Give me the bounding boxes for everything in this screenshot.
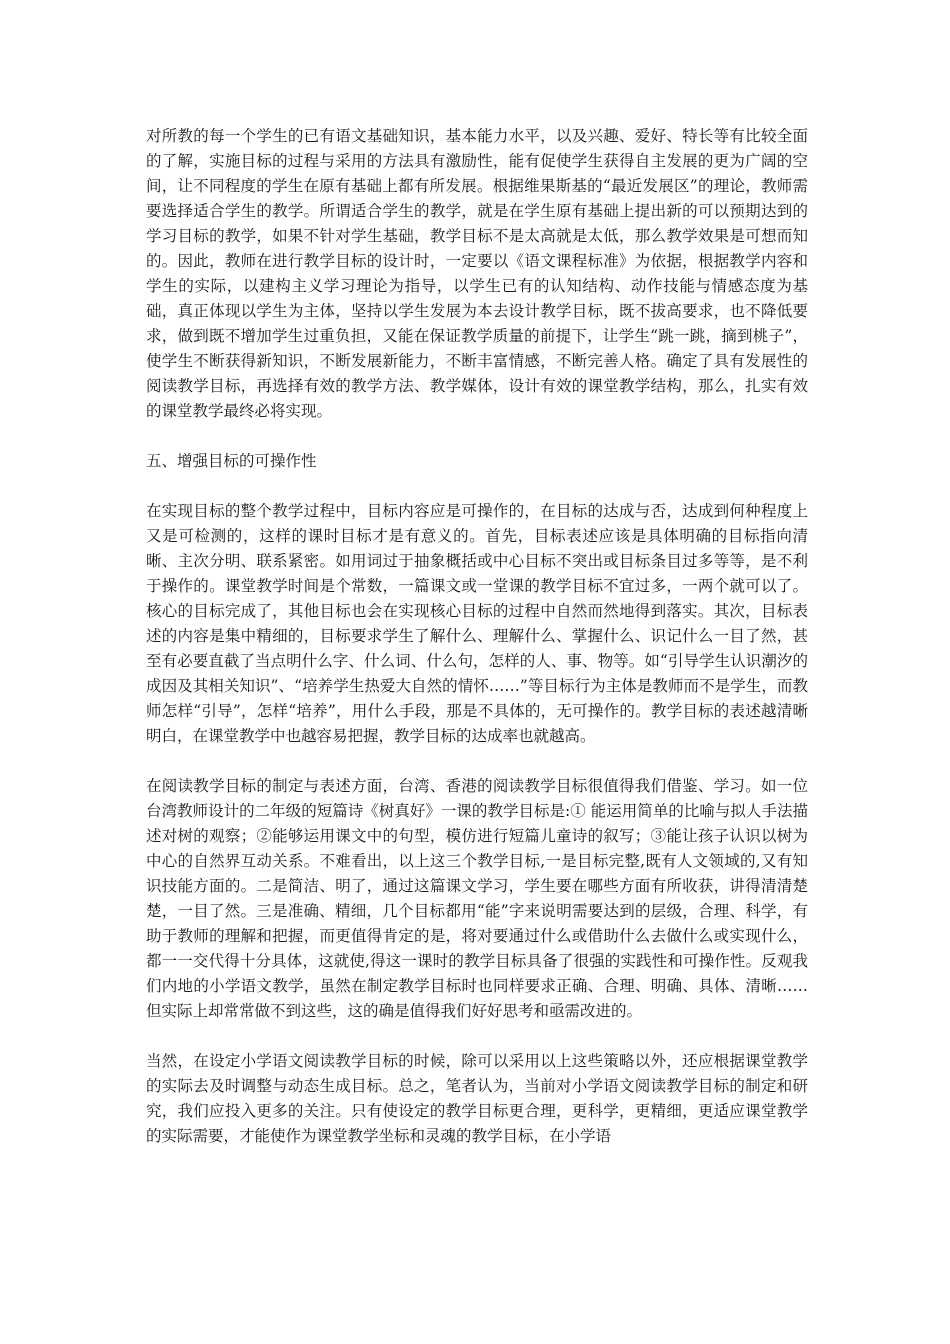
paragraph-2: 在实现目标的整个教学过程中，目标内容应是可操作的，在目标的达成与否，达成到何种程度上又是可检测的，这样的课时目标才是有意义的。首先，目标表述应该是具体明确的目标指向清晰、主次分明、联系紧密。如用词过于抽象概括或中心目标不突出或目标条目过多等等，是不利于操作的。课堂教学时间是个常数，一篇课文或一堂课的教学目标不宜过多，一两个就可以了。核心的目标完成了，其他目标也会在实现核心目标的过程中自然而然地得到落实。其次，目标表述的内容是集中精细的，目标要求学生了解什么、理解什么、掌握什么、识记什么一目了然，甚至有必要直截了当点明什么字、什么词、什么句，怎样的人、事、物等。如“引导学生认识潮汐的成因及其相关知识”、“培养学生热爱大自然的情怀……”等目标行为主体是教师而不是学生，而教师怎样“引导”，怎样“培养”，用什么手段，那是不具体的，无可操作的。教学目标的表述越清晰明白，在课堂教学中也越容易把握，教学目标的达成率也就越高。 — [146, 502, 808, 745]
paragraph-3: 在阅读教学目标的制定与表述方面，台湾、香港的阅读教学目标很值得我们借鉴、学习。如一位台湾教师设计的二年级的短篇诗《树真好》一课的教学目标是:① 能运用简单的比喻与拟人手法描述对树的观察；②能够运用课文中的句型，模仿进行短篇儿童诗的叙写；③能让孩子认识以树为中心的自然界互动关系。不难看出，以上这三个教学目标,一是目标完整,既有人文领域的,又有知识技能方面的。二是简洁、明了，通过这篇课文学习，学生要在哪些方面有所收获，讲得清清楚楚，一目了然。三是准确、精细，几个目标都用“能”字来说明需要达到的层级，合理、科学，有助于教师的理解和把握，而更值得肯定的是，将对要通过什么或借助什么去做什么或实现什么，都一一交代得十分具体，这就使,得这一课时的教学目标具备了很强的实践性和可操作性。反观我们内地的小学语文教学，虽然在制定教学目标时也同样要求正确、合理、明确、具体、清晰……但实际上却常常做不到这些，这的确是值得我们好好思考和亟需改进的。 — [146, 777, 808, 1020]
document-body — [146, 124, 808, 1174]
section-heading-5: 五、增强目标的可操作性 — [146, 452, 317, 470]
paragraph-1: 对所教的每一个学生的已有语文基础知识，基本能力水平，以及兴趣、爱好、特长等有比较全面的了解，实施目标的过程与采用的方法具有激励性，能有促使学生获得自主发展的更为广阔的空间，让不同程度的学生在原有基础上都有所发展。根据维果斯基的“最近发展区”的理论，教师需要选择适合学生的教学。所谓适合学生的教学，就是在学生原有基础上提出新的可以预期达到的学习目标的教学，如果不针对学生基础，教学目标不是太高就是太低，那么教学效果是可想而知的。因此，教师在进行教学目标的设计时，一定要以《语文课程标准》为依据，根据教学内容和学生的实际，以建构主义学习理论为指导，以学生已有的认知结构、动作技能与情感态度为基础，真正体现以学生为主体，坚持以学生发展为本去设计教学目标，既不拔高要求，也不降低要求，做到既不增加学生过重负担，又能在保证教学质量的前提下，让学生“跳一跳，摘到桃子”，使学生不断获得新知识，不断发展新能力，不断丰富情感，不断完善人格。确定了具有发展性的阅读教学目标，再选择有效的教学方法、教学媒体，设计有效的课堂教学结构，那么，扎实有效的课堂教学最终必将实现。 — [146, 127, 808, 420]
paragraph-4: 当然，在设定小学语文阅读教学目标的时候，除可以采用以上这些策略以外，还应根据课堂教学的实际去及时调整与动态生成目标。总之，笔者认为，当前对小学语文阅读教学目标的制定和研究，我们应投入更多的关注。只有使设定的教学目标更合理，更科学，更精细，更适应课堂教学的实际需要，才能使作为课堂教学坐标和灵魂的教学目标，在小学语 — [146, 1052, 808, 1145]
